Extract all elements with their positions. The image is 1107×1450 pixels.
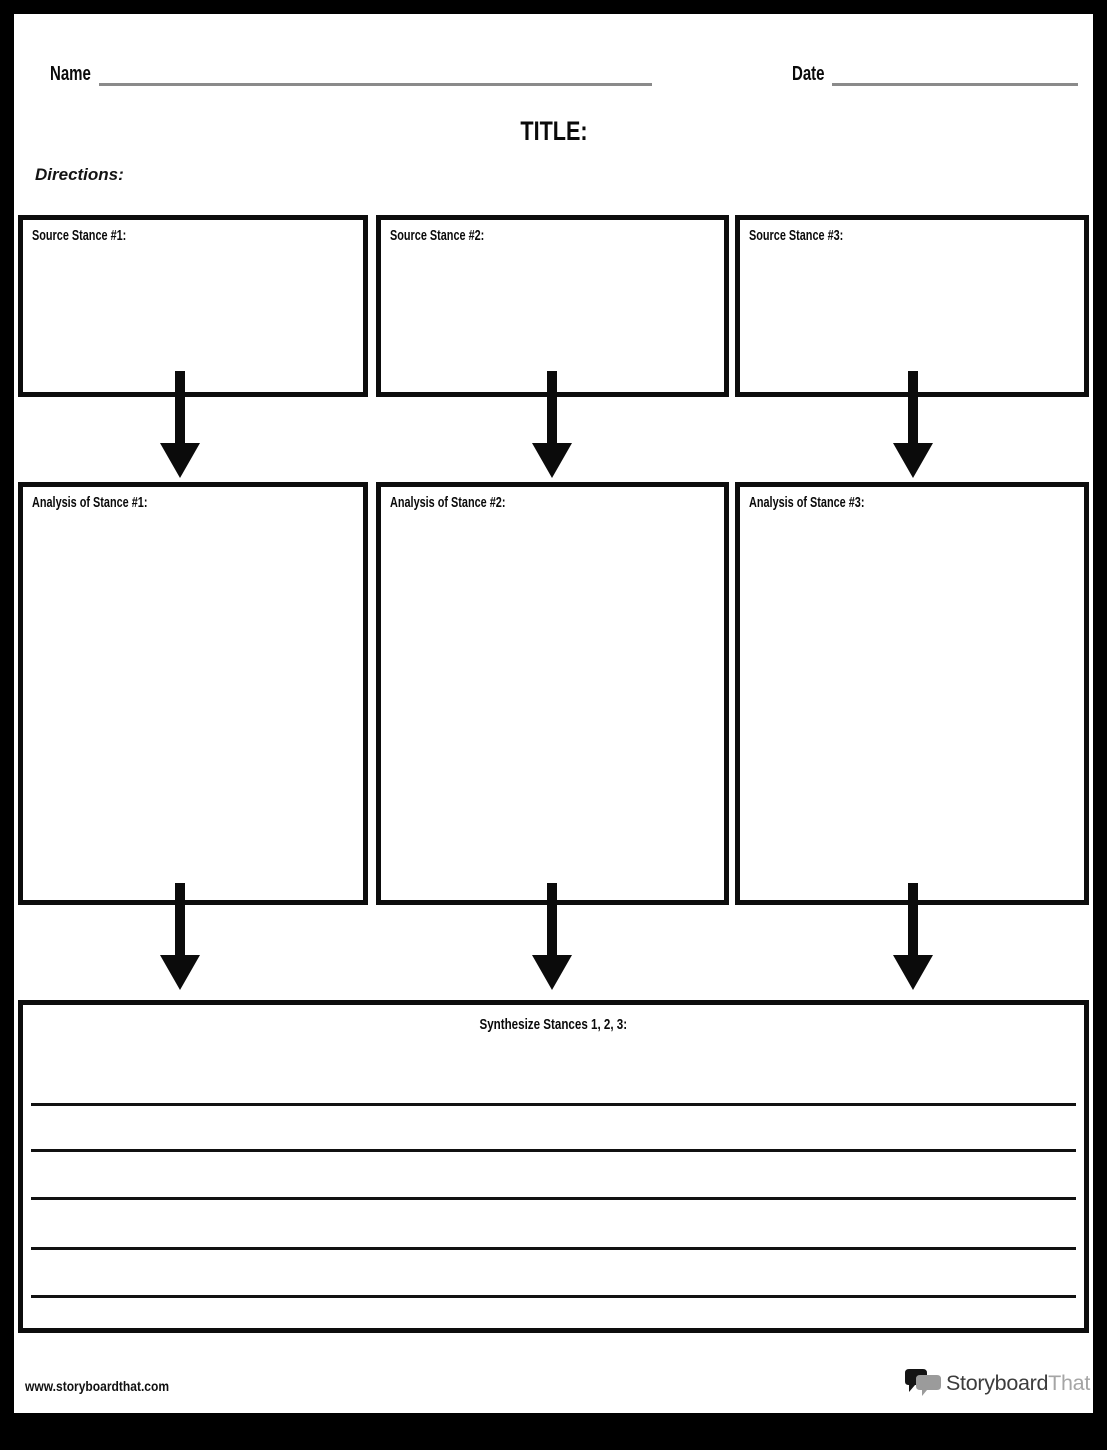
date-line [832, 83, 1078, 86]
source-stance-label-1: Source Stance #1: [32, 228, 127, 244]
down-arrow-icon [891, 371, 935, 478]
storyboardthat-logo [905, 1369, 1090, 1398]
speech-bubbles-icon [905, 1369, 942, 1398]
name-label: Name [50, 63, 91, 85]
worksheet-paper [14, 14, 1093, 1413]
down-arrow-icon [891, 883, 935, 990]
down-arrow-icon [530, 371, 574, 478]
source-stance-label-3: Source Stance #3: [749, 228, 844, 244]
down-arrow-icon [158, 371, 202, 478]
ruled-line [31, 1149, 1076, 1152]
analysis-box-2 [376, 482, 729, 905]
directions-label: Directions: [35, 165, 124, 184]
name-line [99, 83, 652, 86]
analysis-label-1: Analysis of Stance #1: [32, 495, 148, 511]
ruled-line [31, 1197, 1076, 1200]
synthesis-label: Synthesize Stances 1, 2, 3: [479, 1017, 628, 1033]
source-stance-box-1 [18, 215, 368, 397]
source-stance-box-3 [735, 215, 1089, 397]
down-arrow-icon [530, 883, 574, 990]
website-url: www.storyboardthat.com [25, 1378, 170, 1394]
synthesis-box [18, 1000, 1089, 1333]
analysis-label-2: Analysis of Stance #2: [390, 495, 506, 511]
logo-text: StoryboardThat [946, 1370, 1090, 1395]
source-stance-box-2 [376, 215, 729, 397]
analysis-box-3 [735, 482, 1089, 905]
source-stance-label-2: Source Stance #2: [390, 228, 485, 244]
ruled-line [31, 1103, 1076, 1106]
ruled-line [31, 1247, 1076, 1250]
ruled-line [31, 1295, 1076, 1298]
analysis-label-3: Analysis of Stance #3: [749, 495, 865, 511]
analysis-box-1 [18, 482, 368, 905]
page-title: TITLE: [519, 116, 588, 146]
down-arrow-icon [158, 883, 202, 990]
date-label: Date [792, 63, 825, 85]
